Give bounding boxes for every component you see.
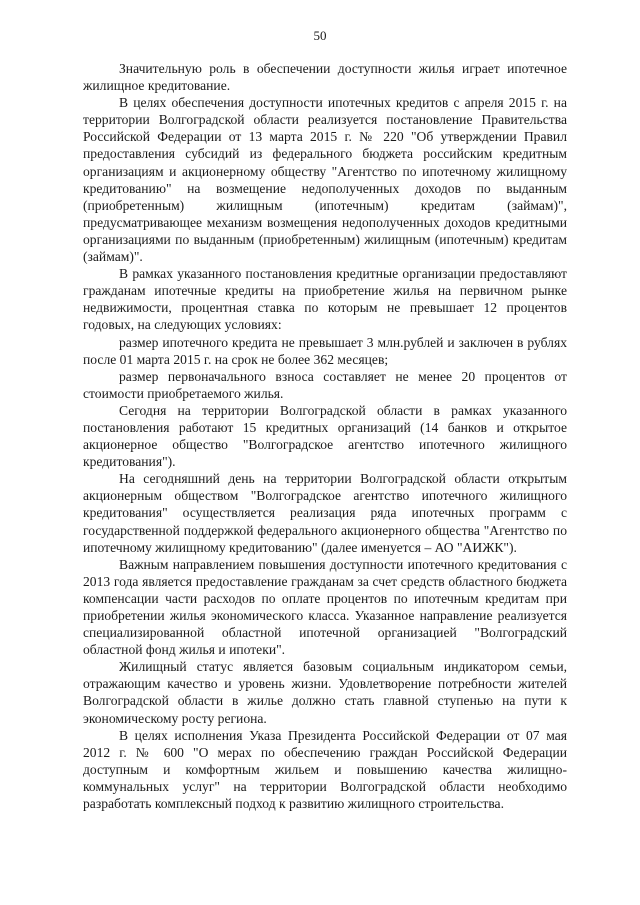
paragraph-housing-status: Жилищный статус является базовым социальным индикатором семьи, отражающим качество и уровень жизни. Удовлетворение потребности жителей Волгоградской области в жилье должно стать главной ступенью на пути к экономическому росту региона. bbox=[83, 659, 567, 726]
paragraph-condition-credit-size: размер ипотечного кредита не превышает 3 млн.рублей и заключен в рублях после 01 марта 2015 г. на срок не более 362 месяцев; bbox=[83, 334, 567, 367]
document-body bbox=[83, 60, 567, 812]
paragraph-presidential-decree: В целях исполнения Указа Президента Российской Федерации от 07 мая 2012 г. № 600 "О мерах по обеспечению граждан Российской Федерации доступным и комфортным жильем и повышению качества жилищно-коммунальных услуг" на территории Волгоградской области необходимо разработать комплексный подход к развитию жилищного строительства. bbox=[83, 727, 567, 812]
paragraph-regional-agency: На сегодняшний день на территории Волгоградской области открытым акционерным обществом "Волгоградское агентство ипотечного жилищного кредитования" осуществляется реализация ряда ипотечных программ с государственной поддержкой федерального акционерного общества "Агентство по ипотечному жилищному кредитованию" (далее именуется – АО "АИЖК"). bbox=[83, 471, 567, 555]
paragraph-mortgage-role: Значительную роль в обеспечении доступности жилья играет ипотечное жилищное кредитование. bbox=[83, 61, 567, 94]
paragraph-resolution-220: В целях обеспечения доступности ипотечных кредитов с апреля 2015 г. на территории Волгоградской области реализуется постановление Правительства Российской Федерации от 13 марта 2015 г. № 220 "Об утверждении Правил предоставления субсидий из федерального бюджета российским кредитным организациям и акционерному обществу "Агентство по ипотечному жилищному кредитованию" на возмещение недополученных доходов по выданным (приобретенным) жилищным (ипотечным) кредитам (займам)", предусматривающее механизм возмещения недополученных доходов кредитными организациями по выданным (приобретенным) жилищным (ипотечным) кредитам (займам)". bbox=[83, 95, 567, 265]
page-number: 50 bbox=[313, 28, 327, 43]
paragraph-condition-down-payment: размер первоначального взноса составляет не менее 20 процентов от стоимости приобретаемого жилья. bbox=[83, 368, 567, 401]
paragraph-credit-conditions: В рамках указанного постановления кредитные организации предоставляют гражданам ипотечные кредиты на приобретение жилья на первичном рынке недвижимости, процентная ставка по которым не превышает 12 процентов годовых, на следующих условиях: bbox=[83, 266, 567, 333]
paragraph-interest-compensation: Важным направлением повышения доступности ипотечного кредитования с 2013 года является предоставление гражданам за счет средств областного бюджета компенсации части расходов по оплате процентов по ипотечным кредитам при приобретении жилья экономического класса. Указанное направление реализуется специализированной областной ипотечной организацией "Волгоградский областной фонд жилья и ипотеки". bbox=[83, 556, 567, 658]
paragraph-credit-organizations: Сегодня на территории Волгоградской области в рамках указанного постановления работают 15 кредитных организаций (14 банков и открытое акционерное общество "Волгоградское агентство ипотечного жилищного кредитования"). bbox=[83, 402, 567, 470]
